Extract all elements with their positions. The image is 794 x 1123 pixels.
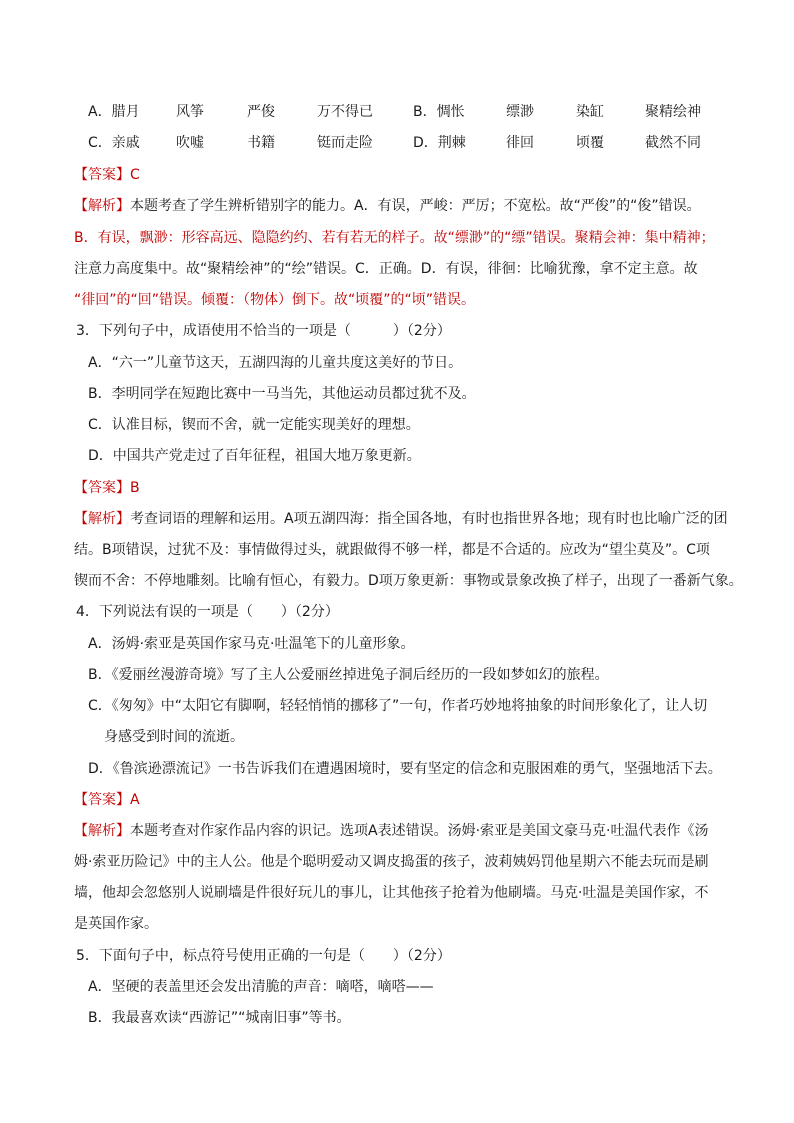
q5-option-a: A．坚硬的表盖里还会发出清脆的声音：嘀嗒，嘀嗒——: [88, 979, 434, 995]
word-option: C．亲戚: [88, 135, 140, 151]
q3-option-c: C．认准目标，锲而不舍，就一定能实现美好的理想。: [88, 417, 420, 433]
answer-value: B: [130, 480, 140, 496]
q2-answer: [74, 164, 140, 184]
word-option: 风筝: [176, 104, 204, 120]
q3-option-b: B．李明同学在短跑比赛中一马当先，其他运动员都过犹不及。: [88, 386, 476, 402]
q4-explanation-line: 墙，他却会忽悠别人说刷墙是件很好玩儿的事儿，让其他孩子抢着为他刷墙。马克·吐温是美国作家，不: [74, 885, 709, 901]
word-option: 书籍: [247, 135, 275, 151]
q3-explanation-line: [74, 508, 728, 528]
q4-stem: 4．下列说法有误的一项是（ ）（2分）: [76, 604, 339, 620]
q4-option-d: D．《鲁滨逊漂流记》一书告诉我们在遭遇困境时，要有坚定的信念和克服困难的勇气，坚强地活下去。: [88, 761, 722, 777]
q4-option-c-continued: 身感受到时间的流逝。: [104, 729, 244, 745]
answer-tag: 【答案】: [74, 792, 130, 808]
q5-stem: 5．下面句子中，标点符号使用正确的一句是（ ）（2分）: [76, 948, 451, 964]
q2-explanation-line: 注意力高度集中。故“聚精绘神”的“绘”错误。C．正确。D．有误，徘徊：比喻犹豫，拿不定主意。故: [74, 261, 698, 277]
q4-explanation-line: 姆·索亚历险记》中的主人公。他是个聪明爱动又调皮捣蛋的孩子，波莉姨妈罚他星期六不能去玩而是刷: [74, 854, 709, 870]
explanation-tag: 【解析】: [74, 511, 130, 527]
word-option: 徘回: [506, 135, 534, 151]
q4-explanation-line: [74, 820, 724, 840]
q3-answer: [74, 477, 140, 497]
explanation-text: 本题考查了学生辨析错别字的能力。A．有误，严峻：严厉；不宽松。故“严俊”的“俊”错误。: [130, 198, 701, 214]
word-option: 染缸: [576, 104, 604, 120]
explanation-text: 考查词语的理解和运用。A项五湖四海：指全国各地，有时也指世界各地；现有时也比喻广泛的团: [130, 511, 728, 527]
word-option: D．荆棘: [413, 135, 466, 151]
word-option: 顷覆: [576, 135, 604, 151]
q4-option-c: C．《匆匆》中“太阳它有脚啊，轻轻悄悄的挪移了”一句，作者巧妙地将抽象的时间形象化了，让人切: [88, 698, 708, 714]
q4-explanation-line: 是英国作家。: [74, 916, 158, 932]
word-options-row-1: [0, 101, 794, 121]
q4-option-a: A．汤姆·索亚是英国作家马克·吐温笔下的儿童形象。: [88, 636, 415, 652]
q3-option-a: A．“六一”儿童节这天，五湖四海的儿童共度这美好的节日。: [88, 355, 463, 371]
q4-option-b: B．《爱丽丝漫游奇境》写了主人公爱丽丝掉进兔子洞后经历的一段如梦如幻的旅程。: [88, 667, 609, 683]
word-option: B．惆怅: [413, 104, 465, 120]
word-options-row-2: [0, 132, 794, 152]
explanation-tag: 【解析】: [74, 823, 130, 839]
q3-explanation-line: 结。B项错误，过犹不及：事情做得过头，就跟做得不够一样，都是不合适的。应改为“望尘莫及”。C项: [74, 542, 710, 558]
word-option: 严俊: [247, 104, 275, 120]
word-option: 聚精绘神: [645, 104, 701, 120]
word-option: 铤而走险: [317, 135, 373, 151]
word-option: 缥渺: [506, 104, 534, 120]
q5-option-b: B．我最喜欢读“西游记”“城南旧事”等书。: [88, 1010, 351, 1026]
word-option: 截然不同: [645, 135, 701, 151]
answer-value: A: [130, 792, 140, 808]
answer-tag: 【答案】: [74, 480, 130, 496]
explanation-text: 本题考查对作家作品内容的识记。选项A表述错误。汤姆·索亚是美国文豪马克·吐温代表作《汤: [130, 823, 709, 839]
q2-explanation-line: [74, 195, 724, 215]
explanation-tag: 【解析】: [74, 198, 130, 214]
q3-option-d: D．中国共产党走过了百年征程，祖国大地万象更新。: [88, 448, 421, 464]
q2-explanation-line: B．有误，飘渺：形容高远、隐隐约约、若有若无的样子。故“缥渺”的“缥”错误。聚精会神：集中精神；: [74, 230, 715, 246]
q4-answer: [74, 789, 140, 809]
word-option: 吹嘘: [176, 135, 204, 151]
q2-explanation-line: “徘回”的“回”错误。倾覆：（物体）倒下。故“顷覆”的“顷”错误。: [74, 292, 476, 308]
word-option: A．腊月: [88, 104, 140, 120]
q3-explanation-line: 锲而不舍：不停地雕刻。比喻有恒心，有毅力。D项万象更新：事物或景象改换了样子，出现了一番新气象。: [74, 573, 743, 589]
q3-stem: 3．下列句子中，成语使用不恰当的一项是（ ）（2分）: [76, 323, 451, 339]
answer-tag: 【答案】: [74, 167, 130, 183]
answer-value: C: [130, 167, 140, 183]
word-option: 万不得已: [317, 104, 373, 120]
